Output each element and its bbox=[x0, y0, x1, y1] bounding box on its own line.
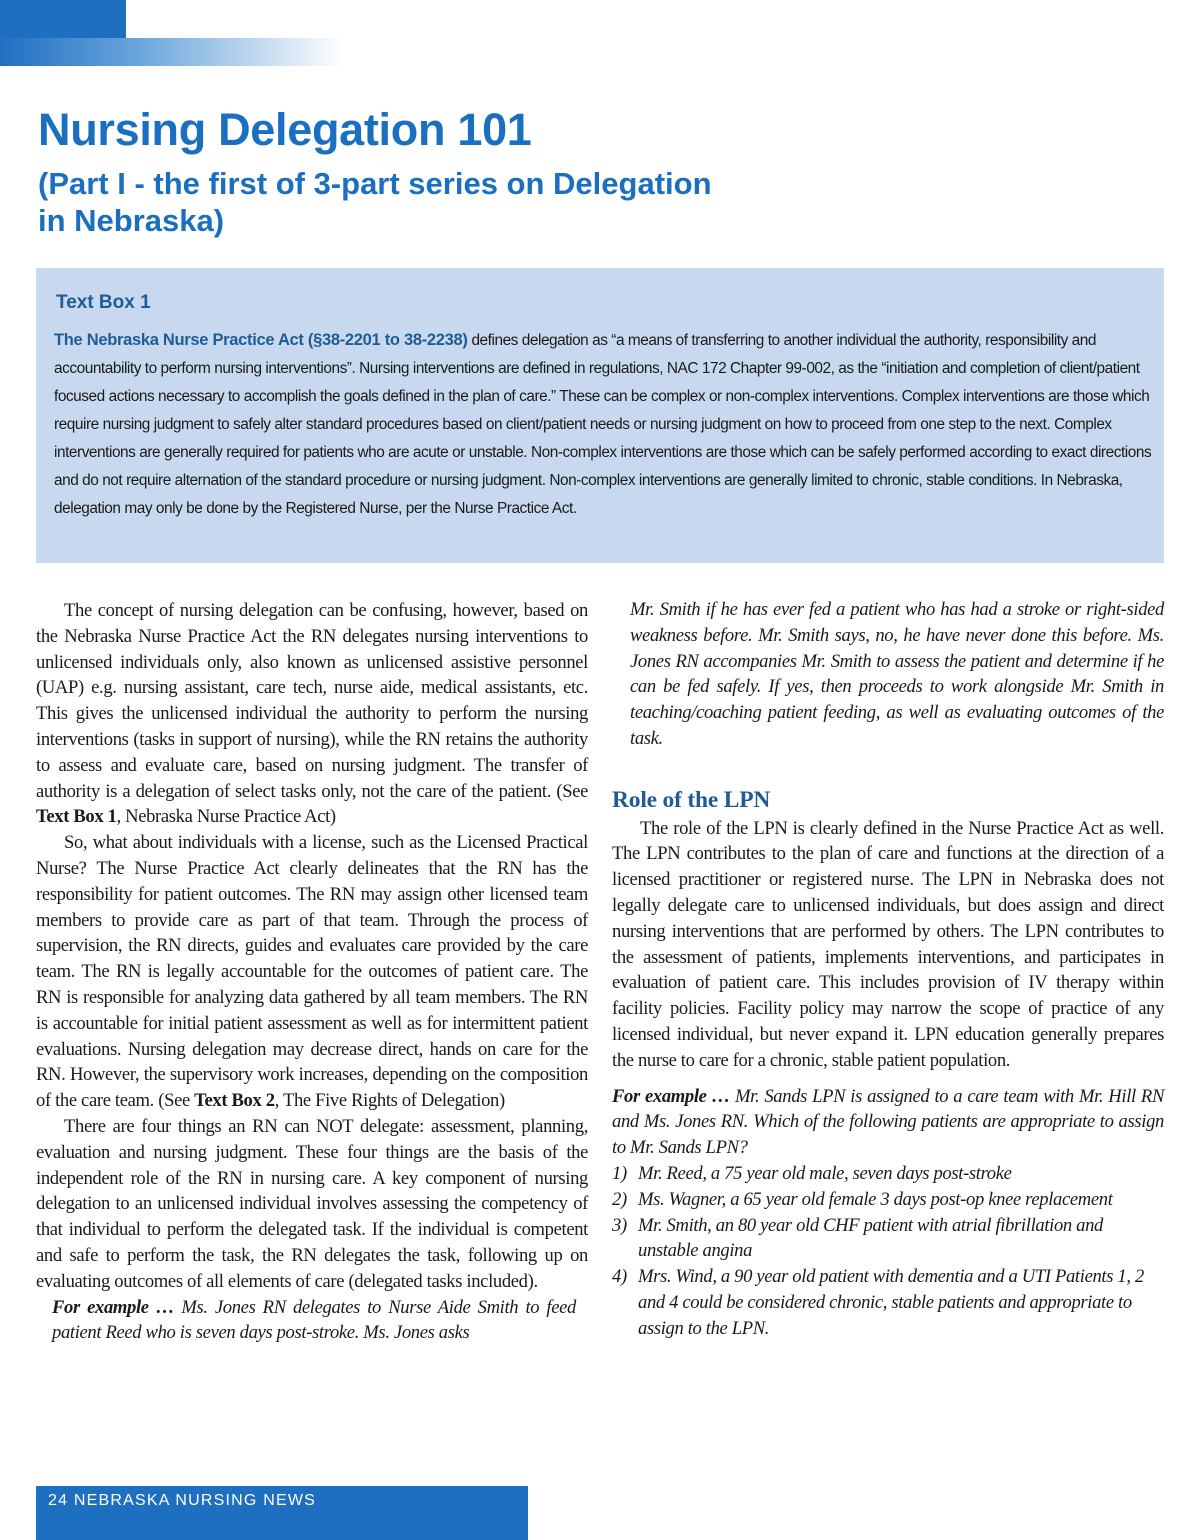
list-item bbox=[612, 1161, 1164, 1187]
example-lead: For example … bbox=[52, 1296, 175, 1318]
paragraph-text: The concept of nursing delegation can be confusing, however, based on the Nebraska Nurse Practice Act the RN delegates nursing interventions to unlicensed individuals only, also known as unlicensed assistive personnel (UAP) e.g. nursing assistant, care tech, nurse aide, medical assistants, etc. This gives the unlicensed individual the authority to perform the nursing interventions (tasks in support of nursing), while the RN retains the authority to assess and evaluate care, based on nursing judgment. The transfer of authority is a delegation of select tasks only, not the care of the patient. (See bbox=[36, 600, 588, 802]
page-footer bbox=[36, 1486, 528, 1540]
left-column bbox=[36, 598, 588, 1346]
text-box-1-reference: Text Box 1 bbox=[36, 806, 117, 828]
text-box-1 bbox=[36, 268, 1164, 563]
page-number: 24 bbox=[48, 1492, 69, 1509]
example-text: Mr. Sands LPN is assigned to a care team with Mr. Hill RN and Ms. Jones RN. Which of the following patients are appropriate to assign to Mr. Sands LPN? bbox=[612, 1085, 1164, 1159]
text-box-2-reference: Text Box 2 bbox=[194, 1090, 275, 1112]
paragraph-cannot-delegate: There are four things an RN can NOT delegate: assessment, planning, evaluation and nursing judgment. These four things are the basis of the independent role of the RN in nursing care. A key component of nursing delegation to an unlicensed individual involves assessing the competency of that individual to perform the delegated task. If the individual is competent and safe to perform the task, the RN delegates the task, following up on evaluating outcomes of all elements of care (delegated tasks included). bbox=[36, 1115, 588, 1292]
list-item bbox=[612, 1213, 1164, 1265]
paragraph-text: So, what about individuals with a license, such as the Licensed Practical Nurse? The Nurse Practice Act clearly delineates that the RN has the responsibility for patient outcomes. The RN may assign other licensed team members to provide care as part of that team. Through the process of supervision, the RN directs, guides and evaluates care provided by the care team. The RN is legally accountable for the outcomes of patient care. The RN is responsible for analyzing data gathered by all team members. The RN is accountable for initial patient assessment as well as for intermittent patient evaluations. Nursing delegation may decrease direct, hands on care for the RN. However, the supervisory work increases, depending on the composition of the care team. (See bbox=[36, 832, 588, 1112]
text-box-heading: Text Box 1 bbox=[56, 292, 151, 313]
example-lpn bbox=[612, 1084, 1164, 1161]
list-text: Mrs. Wind, a 90 year old patient with dementia and a UTI Patients 1, 2 and 4 could be considered chronic, stable patients and appropriate to assign to the LPN. bbox=[638, 1266, 1144, 1339]
list-item bbox=[612, 1187, 1164, 1213]
list-item bbox=[612, 1264, 1164, 1341]
example-text: Ms. Jones RN delegates to Nurse Aide Smith to feed patient Reed who is seven days post-stroke. Ms. Jones asks bbox=[52, 1296, 576, 1344]
list-number: 3) bbox=[612, 1214, 627, 1236]
example-continued: Mr. Smith if he has ever fed a patient who has had a stroke or right-sided weakness before. Mr. Smith says, no, he have never done this before. Ms. Jones RN accompanies Mr. Smith to assess the patient and determine if he can be fed safely. If yes, then proceeds to work alongside Mr. Smith in teaching/coaching patient feeding, as well as evaluating outcomes of the task. bbox=[630, 599, 1164, 749]
example-delegation bbox=[36, 1295, 588, 1347]
publication-name: NEBRASKA NURSING NEWS bbox=[73, 1492, 316, 1509]
text-box-text: defines delegation as “a means of transferring to another individual the authority, responsibility and accountability to perform nursing interventions”. Nursing interventions are defined in regulations, NAC 172 Chapter 99-002, as the “initiation and completion of client/patient focused actions necessary to accomplish the goals defined in the plan of care.” These can be complex or non-complex interventions. Complex interventions are those which require nursing judgment to safely alter standard procedures based on client/patient needs or nursing judgment on how to proceed from one step to the next. Complex interventions are generally required for patients who are acute or unstable. Non-complex interventions are those which can be safely performed according to exact directions and do not require alternation of the standard procedure or nursing judgment. Non-complex interventions are generally limited to chronic, stable conditions. In Nebraska, delegation may only be done by the Registered Nurse, per the Nurse Practice Act. bbox=[54, 332, 1152, 517]
paragraph-licensed-individuals bbox=[36, 830, 588, 1114]
right-column bbox=[612, 597, 1164, 1342]
paragraph-lpn-role: The role of the LPN is clearly defined in the Nurse Practice Act as well. The LPN contributes to the plan of care and functions at the direction of a licensed practitioner or registered nurse. The LPN in Nebraska does not legally delegate care to unlicensed individuals, but does assign and direct nursing interventions that are performed by others. The LPN contributes to the assessment of patients, implements interventions, and participates in evaluation of patient care. This includes provision of IV therapy within facility policies. Facility policy may narrow the scope of practice of any licensed individual, but never expand it. LPN education generally prepares the nurse to care for a chronic, stable patient population. bbox=[612, 817, 1164, 1071]
example-lead: For example … bbox=[612, 1085, 730, 1107]
list-number: 4) bbox=[612, 1266, 627, 1288]
text-box-body bbox=[54, 326, 1154, 523]
list-text: Mr. Smith, an 80 year old CHF patient with atrial fibrillation and unstable angina bbox=[638, 1214, 1103, 1262]
paragraph-text: , The Five Rights of Delegation) bbox=[274, 1090, 505, 1112]
list-number: 2) bbox=[612, 1188, 627, 1210]
section-heading-lpn: Role of the LPN bbox=[612, 786, 771, 813]
patient-list bbox=[612, 1161, 1164, 1342]
footer-text bbox=[48, 1492, 316, 1510]
header-accent-bar bbox=[0, 0, 126, 40]
paragraph-text: , Nebraska Nurse Practice Act) bbox=[116, 806, 336, 828]
list-text: Mr. Reed, a 75 year old male, seven days post-stroke bbox=[638, 1162, 1012, 1184]
list-text: Ms. Wagner, a 65 year old female 3 days post-op knee replacement bbox=[638, 1188, 1113, 1210]
text-box-lead: The Nebraska Nurse Practice Act (§38-2201 to 38-2238) bbox=[54, 331, 468, 349]
header-gradient-bar bbox=[0, 38, 345, 66]
article-title: Nursing Delegation 101 bbox=[38, 104, 532, 155]
list-number: 1) bbox=[612, 1162, 627, 1184]
paragraph-delegation-concept bbox=[36, 598, 588, 830]
article-subtitle: (Part I - the first of 3-part series on Delegation in Nebraska) bbox=[38, 166, 712, 238]
